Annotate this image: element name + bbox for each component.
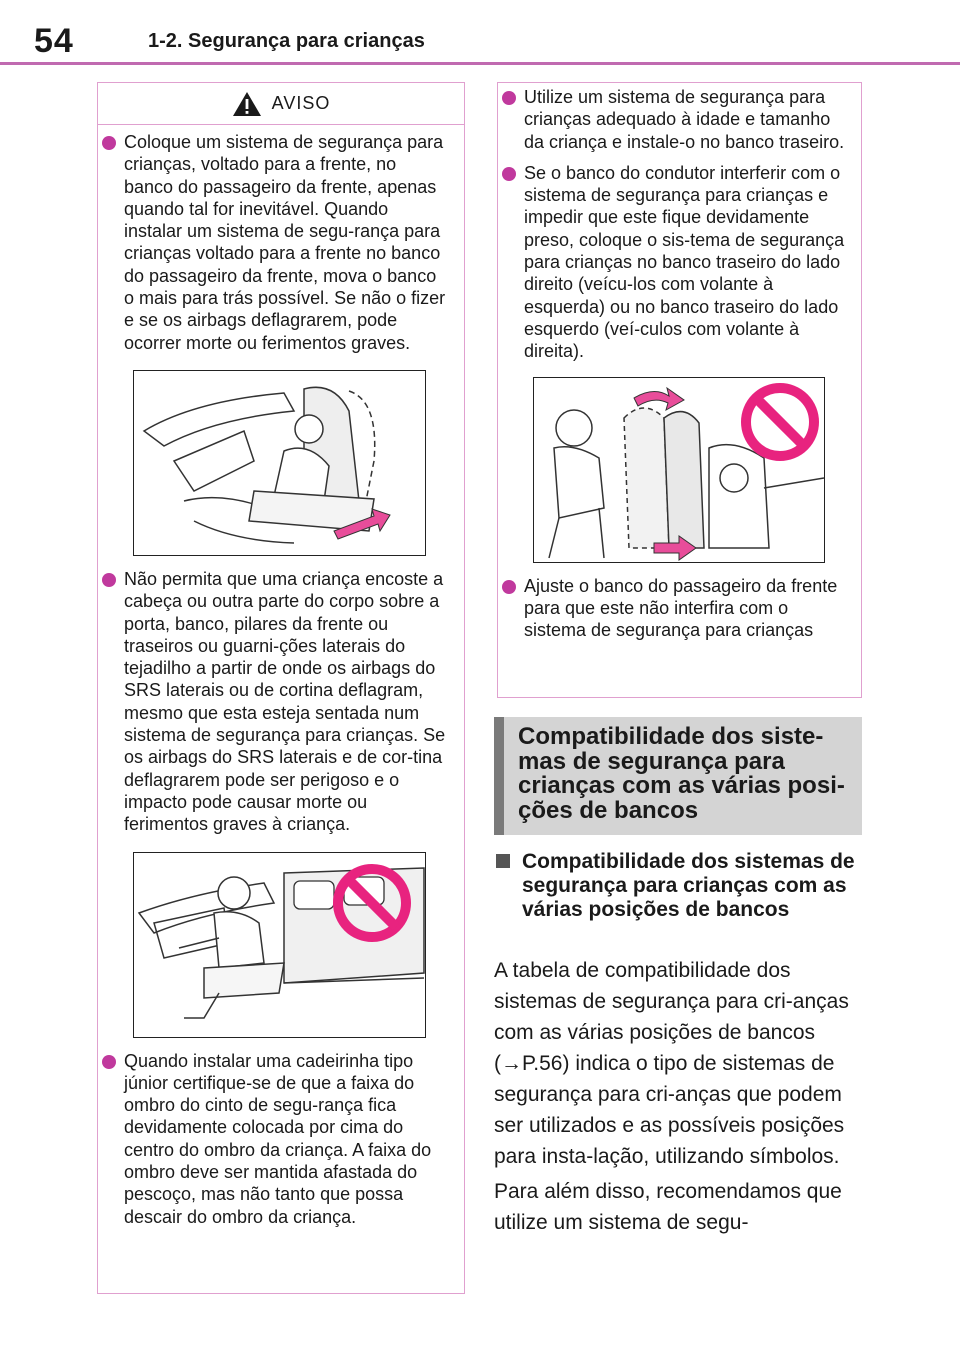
bullet-icon — [102, 136, 116, 150]
bullet-icon — [502, 580, 516, 594]
bullet-icon — [102, 573, 116, 587]
square-bullet-icon — [496, 854, 510, 868]
sub-heading-text: Compatibilidade dos sistemas de segurança para crianças com as várias posições de bancos — [522, 850, 855, 921]
warning-item — [498, 575, 861, 642]
warning-header — [98, 83, 464, 125]
bullet-icon — [502, 167, 516, 181]
warning-item — [498, 86, 861, 153]
warning-item-text: Ajuste o banco do passageiro da frente para que este não interfira com o sistema de segurança para crianças — [524, 575, 838, 641]
warning-item — [98, 1050, 456, 1228]
body-paragraph: Para além disso, recomendamos que utilize um sistema de segu- — [494, 1180, 842, 1234]
illustration-child-leaning-door — [133, 852, 426, 1038]
warning-box-left — [97, 82, 465, 1294]
bullet-icon — [502, 91, 516, 105]
block-heading: Compatibilidade dos siste-mas de segurança para crianças com as várias posi-ções de bancos — [494, 717, 862, 835]
page-header — [0, 0, 960, 70]
body-text — [494, 955, 860, 1242]
warning-item — [98, 131, 456, 354]
warning-title: AVISO — [271, 93, 331, 113]
warning-item-text: Coloque um sistema de segurança para crianças, voltado para a frente, no banco do passageiro da frente, apenas quando tal for inevitável. Quando instalar um sistema de segu-rança para crianças voltado para a frente no banco do passageiro da frente, mova o banco o mais para trás possível. Se não o fizer e se os airbags deflagrarem, pode ocorrer morte ou ferimentos graves. — [124, 132, 446, 353]
warning-box-right — [497, 82, 862, 698]
illustration-front-facing-seat — [133, 370, 426, 556]
warning-item-text: Não permita que uma criança encoste a cabeça ou outra parte do corpo sobre a porta, banco, pilares da frente ou traseiros ou guarni-ções laterais do tejadilho a partir de onde os airbags do SRS laterais ou de cortina deflagram, mesmo que esta esteja sentada num sistema de segurança para crianças. Se os airbags do SRS laterais e de cor-tina deflagrarem pode ser perigoso e o impacto pode causar morte ou ferimentos graves à criança. — [124, 568, 446, 835]
warning-item-text: Se o banco do condutor interferir com o sistema de segurança para crianças e impedir que este fique devidamente preso, coloque o sis-tema de segurança para crianças no banco traseiro do lado direito (veícu-los com volante à esquerda) ou no banco traseiro do lado esquerdo (veí-culos com volante à direita). — [524, 162, 845, 362]
warning-item-text: Utilize um sistema de segurança para crianças adequado à idade e tamanho da criança e instale-o no banco traseiro. — [524, 87, 845, 152]
body-paragraph: A tabela de compatibilidade dos sistemas de segurança para cri-anças com as várias posições de bancos (→P.56) indica o tipo de sistemas de segurança para cri-anças que podem ser utilizados e as possíveis posições para insta-lação, utilizando símbolos. — [494, 959, 849, 1168]
bullet-icon — [102, 1055, 116, 1069]
illustration-driver-seat-interference — [533, 377, 825, 563]
warning-item — [98, 568, 456, 836]
page-number: 54 — [34, 22, 74, 60]
sub-heading — [494, 850, 864, 922]
warning-triangle-icon — [232, 91, 262, 117]
header-rule — [0, 62, 960, 65]
section-title: 1-2. Segurança para crianças — [148, 30, 425, 52]
warning-item-text: Quando instalar uma cadeirinha tipo júnior certifique-se de que a faixa do ombro do cinto de segu-rança fica devidamente colocada por cima do centro do ombro da criança. A faixa do ombro deve ser mantida afastada do pescoço, mas não tanto que possa descair do ombro da criança. — [124, 1050, 432, 1227]
warning-item — [498, 162, 861, 363]
prohibited-icon — [746, 388, 814, 456]
arrow-icon — [634, 388, 684, 410]
